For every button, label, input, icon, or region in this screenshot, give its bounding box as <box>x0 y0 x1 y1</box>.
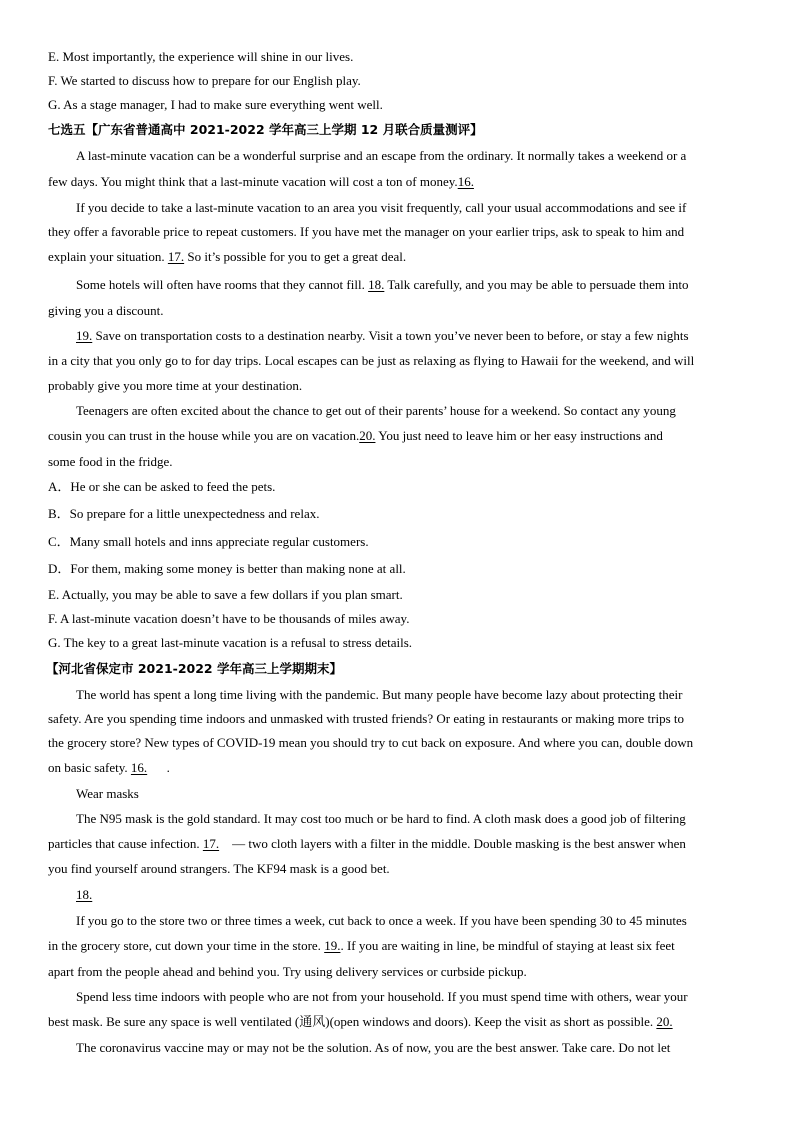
blank-17: 17. <box>202 836 220 851</box>
paragraph-line: the grocery store? New types of COVID-19 mean you should try to cut back on exposure. And where you can, double down <box>48 735 694 750</box>
paragraph-line: some food in the fridge. <box>48 454 173 469</box>
option-b: B．So prepare for a little unexpectedness and relax. <box>48 506 320 521</box>
blank-20: 20. <box>359 428 376 443</box>
blank-16: 16. <box>130 760 148 775</box>
paragraph-line: The N95 mask is the gold standard. It may cost too much or be hard to find. A cloth mask does a good job of filtering <box>76 811 686 826</box>
paragraph-line: explain your situation. 17. So it’s possible for you to get a great deal. <box>48 249 407 264</box>
section2-header <box>46 661 342 677</box>
paragraph-line: Some hotels will often have rooms that they cannot fill. 18. Talk carefully, and you may be able to persuade them into <box>76 277 689 292</box>
blank-18: 18. <box>76 887 93 902</box>
blank-17: 17. <box>167 249 185 264</box>
paragraph-line: probably give you more time at your destination. <box>48 378 303 393</box>
paragraph-line: best mask. Be sure any space is well ventilated (通风)(open windows and doors). Keep the visit as short as possible. 20. <box>48 1014 673 1029</box>
option-g: G. The key to a great last-minute vacation is a refusal to stress details. <box>48 635 413 650</box>
paragraph-line: Teenagers are often excited about the chance to get out of their parents’ house for a weekend. So contact any young <box>76 403 676 418</box>
paragraph-line: on basic safety. 16. . <box>48 760 170 775</box>
paragraph-line: The coronavirus vaccine may or may not be the solution. As of now, you are the best answer. Take care. Do not let <box>76 1040 671 1055</box>
paragraph-line: Spend less time indoors with people who are not from your household. If you must spend time with others, wear your <box>76 989 688 1004</box>
paragraph-line: The world has spent a long time living with the pandemic. But many people have become lazy about protecting their <box>76 687 683 702</box>
option-a: A．He or she can be asked to feed the pets. <box>48 479 276 494</box>
option-e-prev: E. Most importantly, the experience will shine in our lives. <box>48 49 354 64</box>
paragraph-line: giving you a discount. <box>48 303 164 318</box>
paragraph-line: If you go to the store two or three times a week, cut back to once a week. If you have been spending 30 to 45 minutes <box>76 913 687 928</box>
paragraph-line: few days. You might think that a last-minute vacation will cost a ton of money.16. <box>48 174 474 189</box>
paragraph-line: in a city that you only go to for day trips. Local escapes can be just as relaxing as flying to Hawaii for the weekend, and will <box>48 353 695 368</box>
paragraph-line <box>76 887 102 903</box>
paragraph-line: A last-minute vacation can be a wonderful surprise and an escape from the ordinary. It normally takes a weekend or a <box>76 148 687 163</box>
option-f-prev: F. We started to discuss how to prepare for our English play. <box>48 73 361 88</box>
paragraph-line: you find yourself around strangers. The KF94 mask is a good bet. <box>48 861 390 876</box>
paragraph-line: particles that cause infection. 17. — two cloth layers with a filter in the middle. Double masking is the best answer when <box>48 836 686 851</box>
paragraph-line: If you decide to take a last-minute vacation to an area you visit frequently, call your usual accommodations and see if <box>76 200 687 215</box>
subheading: Wear masks <box>76 786 139 801</box>
paragraph-line: apart from the people ahead and behind you. Try using delivery services or curbside pickup. <box>48 964 527 979</box>
paragraph-line: in the grocery store, cut down your time in the store. 19.. If you are waiting in line, be mindful of staying at least six feet <box>48 938 675 953</box>
paragraph-line: they offer a favorable price to repeat customers. If you have met the manager on your earlier trips, ask to speak to him and <box>48 224 685 239</box>
blank-18: 18. <box>368 277 385 292</box>
blank-20: 20. <box>656 1014 673 1029</box>
blank-19: 19. <box>76 328 93 343</box>
section-type-label: 七选五 <box>48 122 86 137</box>
option-g-prev: G. As a stage manager, I had to make sure everything went well. <box>48 97 383 112</box>
option-d: D．For them, making some money is better than making none at all. <box>48 561 406 576</box>
section1-header <box>48 122 483 138</box>
section-source: 【河北省保定市 2021-2022 学年高三上学期期末】 <box>46 661 342 676</box>
paragraph-line: 19. Save on transportation costs to a destination nearby. Visit a town you’ve never been to before, or stay a few nights <box>76 328 689 343</box>
option-e: E. Actually, you may be able to save a few dollars if you plan smart. <box>48 587 403 602</box>
option-f: F. A last-minute vacation doesn’t have to be thousands of miles away. <box>48 611 410 626</box>
paragraph-line: safety. Are you spending time indoors and unmasked with trusted friends? Or eating in restaurants or making more trips to <box>48 711 685 726</box>
blank-16: 16. <box>457 174 474 189</box>
paragraph-line: cousin you can trust in the house while you are on vacation.20. You just need to leave him or her easy instructions and <box>48 428 663 443</box>
blank-19: 19. <box>324 938 341 953</box>
section-source: 【广东省普通高中 2021-2022 学年高三上学期 12 月联合质量测评】 <box>85 122 483 137</box>
option-c: C．Many small hotels and inns appreciate regular customers. <box>48 534 369 549</box>
